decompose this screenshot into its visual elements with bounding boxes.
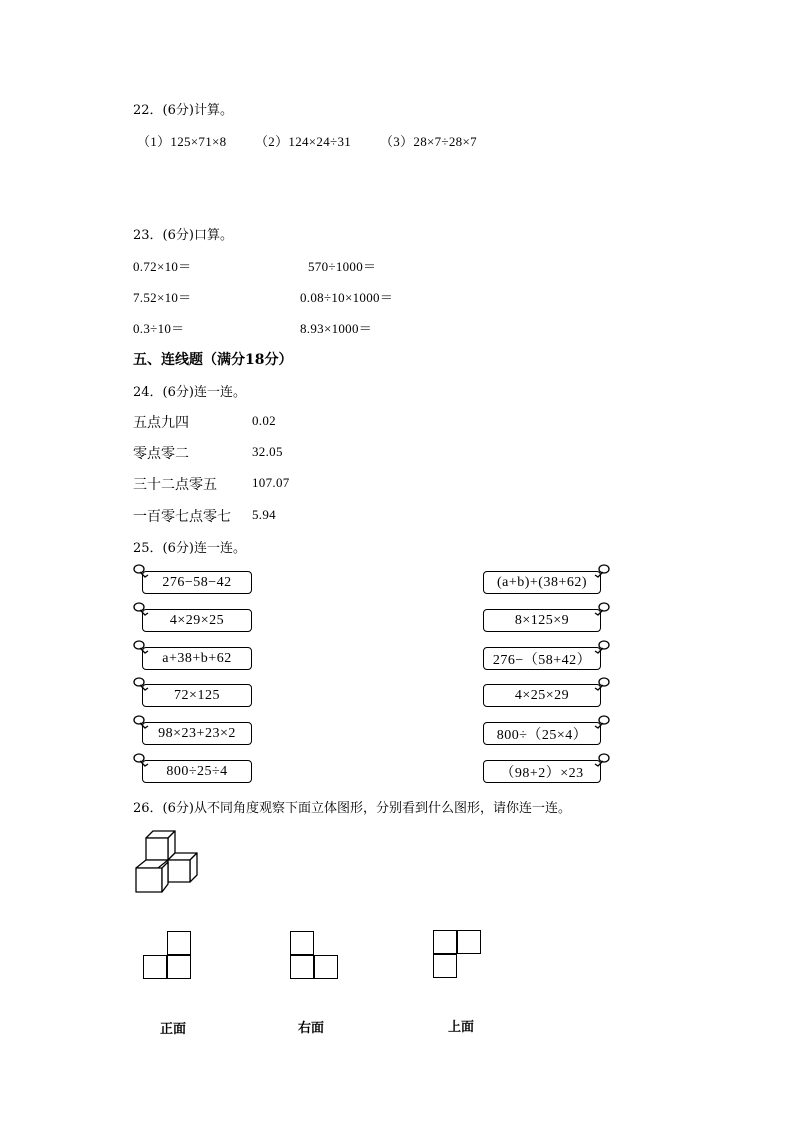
q23-right-1: 570÷1000＝	[308, 259, 377, 274]
pin-icon	[593, 601, 611, 619]
q25-right-box-3: 276−（58+42）	[483, 647, 601, 670]
q22-item-3: （3）28×7÷28×7	[380, 134, 477, 149]
q24-word-4: 一百零七点零七	[133, 509, 231, 525]
q24-number-1: 0.02	[252, 413, 276, 428]
q26-title: 26．(6分)从不同角度观察下面立体图形，分别看到什么图形，请你连一连。	[133, 801, 571, 816]
pin-icon	[593, 676, 611, 694]
front-view-cell	[143, 955, 167, 979]
q24-number-3: 107.07	[252, 475, 290, 490]
q22-item-1: （1）125×71×8	[137, 134, 227, 149]
q25-left-box-3: a+38+b+62	[142, 647, 252, 670]
top-view-cell	[457, 930, 481, 954]
q24-word-1: 五点九四	[133, 415, 189, 431]
pin-icon	[132, 676, 150, 694]
q24-title: 24．(6分)连一连。	[133, 385, 246, 400]
q22-title: 22．(6分)计算。	[133, 103, 233, 118]
q25-left-box-1: 276−58−42	[142, 571, 252, 594]
pin-icon	[132, 601, 150, 619]
pin-icon	[132, 639, 150, 657]
q25-title: 25．(6分)连一连。	[133, 541, 246, 556]
q23-left-3: 0.3÷10＝	[133, 321, 185, 336]
label-top: 上面	[448, 1020, 475, 1035]
q23-right-3: 8.93×1000＝	[300, 321, 373, 336]
top-view-cell	[433, 930, 457, 954]
q25-right-box-6: （98+2）×23	[483, 760, 601, 783]
right-view-cell	[290, 931, 314, 955]
q25-left-box-5: 98×23+23×2	[142, 722, 252, 745]
q25-left-box-6: 800÷25÷4	[142, 760, 252, 783]
q23-left-2: 7.52×10＝	[133, 290, 192, 305]
pin-icon	[132, 563, 150, 581]
pin-icon	[593, 714, 611, 732]
q23-title: 23．(6分)口算。	[133, 228, 233, 243]
pin-icon	[593, 752, 611, 770]
q24-number-2: 32.05	[252, 444, 283, 459]
q25-right-box-4: 4×25×29	[483, 684, 601, 707]
front-view-cell	[167, 931, 191, 955]
q25-right-box-5: 800÷（25×4）	[483, 722, 601, 745]
right-view-cell	[314, 955, 338, 979]
q25-left-box-2: 4×29×25	[142, 609, 252, 632]
q24-word-2: 零点零二	[133, 446, 189, 462]
pin-icon	[593, 639, 611, 657]
label-right: 右面	[298, 1021, 325, 1036]
label-front: 正面	[160, 1022, 187, 1037]
q23-right-2: 0.08÷10×1000＝	[300, 290, 394, 305]
top-view-cell	[433, 954, 457, 978]
q25-left-box-4: 72×125	[142, 684, 252, 707]
cube-stack-figure	[132, 828, 204, 894]
q22-item-2: （2）124×24÷31	[255, 134, 352, 149]
section-5-heading: 五、连线题（满分18分）	[133, 352, 293, 368]
q25-right-box-1: (a+b)+(38+62)	[483, 571, 601, 594]
front-view-cell	[167, 955, 191, 979]
q23-left-1: 0.72×10＝	[133, 259, 192, 274]
q25-right-box-2: 8×125×9	[483, 609, 601, 632]
q24-word-3: 三十二点零五	[133, 477, 217, 493]
pin-icon	[132, 714, 150, 732]
pin-icon	[132, 752, 150, 770]
right-view-cell	[290, 955, 314, 979]
q24-number-4: 5.94	[252, 507, 276, 522]
pin-icon	[593, 563, 611, 581]
